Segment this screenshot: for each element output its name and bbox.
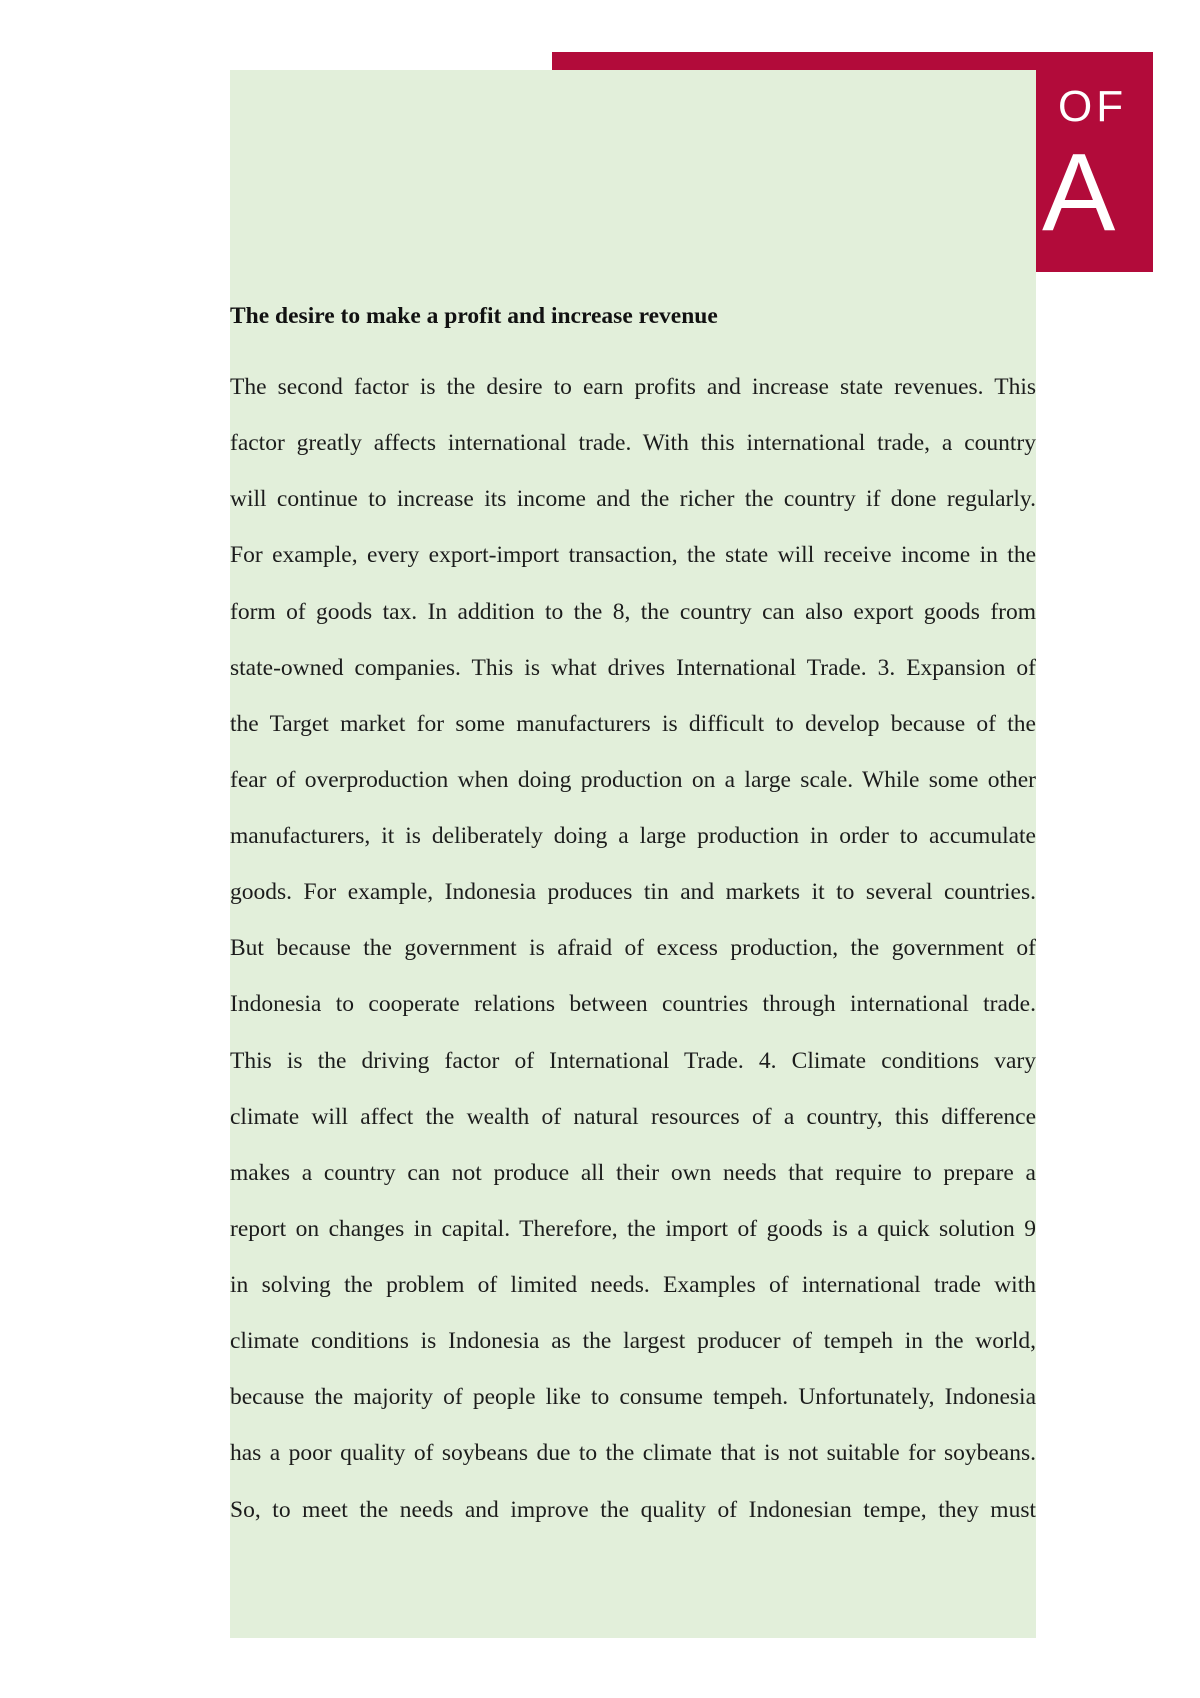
body-line: makes a country can not produce all their own needs that require to prepare a bbox=[230, 1159, 1036, 1186]
body-line: in solving the problem of limited needs. Examples of international trade with bbox=[230, 1272, 1036, 1298]
logo-text-letter: A bbox=[1042, 131, 1116, 254]
body-line: form of goods tax. In addition to the 8, the country can also export goods from bbox=[230, 598, 1036, 625]
body-line: fear of overproduction when doing production on a large scale. While some other bbox=[230, 766, 1036, 793]
body-line: climate will affect the wealth of natural resources of a country, this difference bbox=[230, 1103, 1036, 1130]
body-line: state-owned companies. This is what drives International Trade. 3. Expansion of bbox=[230, 654, 1036, 681]
section-heading: The desire to make a profit and increase revenue bbox=[230, 303, 718, 329]
section-body bbox=[230, 359, 1036, 1538]
body-line: So, to meet the needs and improve the quality of Indonesian tempe, they must bbox=[230, 1496, 1036, 1523]
body-line: This is the driving factor of International Trade. 4. Climate conditions vary bbox=[230, 1047, 1036, 1074]
body-line: manufacturers, it is deliberately doing a large production in order to accumulate bbox=[230, 823, 1036, 849]
body-line: The second factor is the desire to earn profits and increase state revenues. This bbox=[230, 374, 1036, 400]
body-line: climate conditions is Indonesia as the largest producer of tempeh in the world, bbox=[230, 1328, 1036, 1355]
body-line: report on changes in capital. Therefore, the import of goods is a quick solution 9 bbox=[230, 1215, 1036, 1242]
body-line: But because the government is afraid of excess production, the government of bbox=[230, 935, 1036, 962]
body-line: will continue to increase its income and the richer the country if done regularly. bbox=[230, 486, 1036, 513]
body-line: has a poor quality of soybeans due to the climate that is not suitable for soybeans. bbox=[230, 1440, 1036, 1467]
body-line: the Target market for some manufacturers is difficult to develop because of the bbox=[230, 710, 1036, 737]
logo-text-top: OF bbox=[1058, 82, 1128, 131]
body-line: factor greatly affects international trade. With this international trade, a country bbox=[230, 430, 1036, 457]
body-line: goods. For example, Indonesia produces tin and markets it to several countries. bbox=[230, 879, 1036, 906]
body-line: because the majority of people like to consume tempeh. Unfortunately, Indonesia bbox=[230, 1384, 1036, 1411]
body-line: Indonesia to cooperate relations between countries through international trade. bbox=[230, 991, 1036, 1018]
body-line: For example, every export-import transaction, the state will receive income in the bbox=[230, 542, 1036, 569]
